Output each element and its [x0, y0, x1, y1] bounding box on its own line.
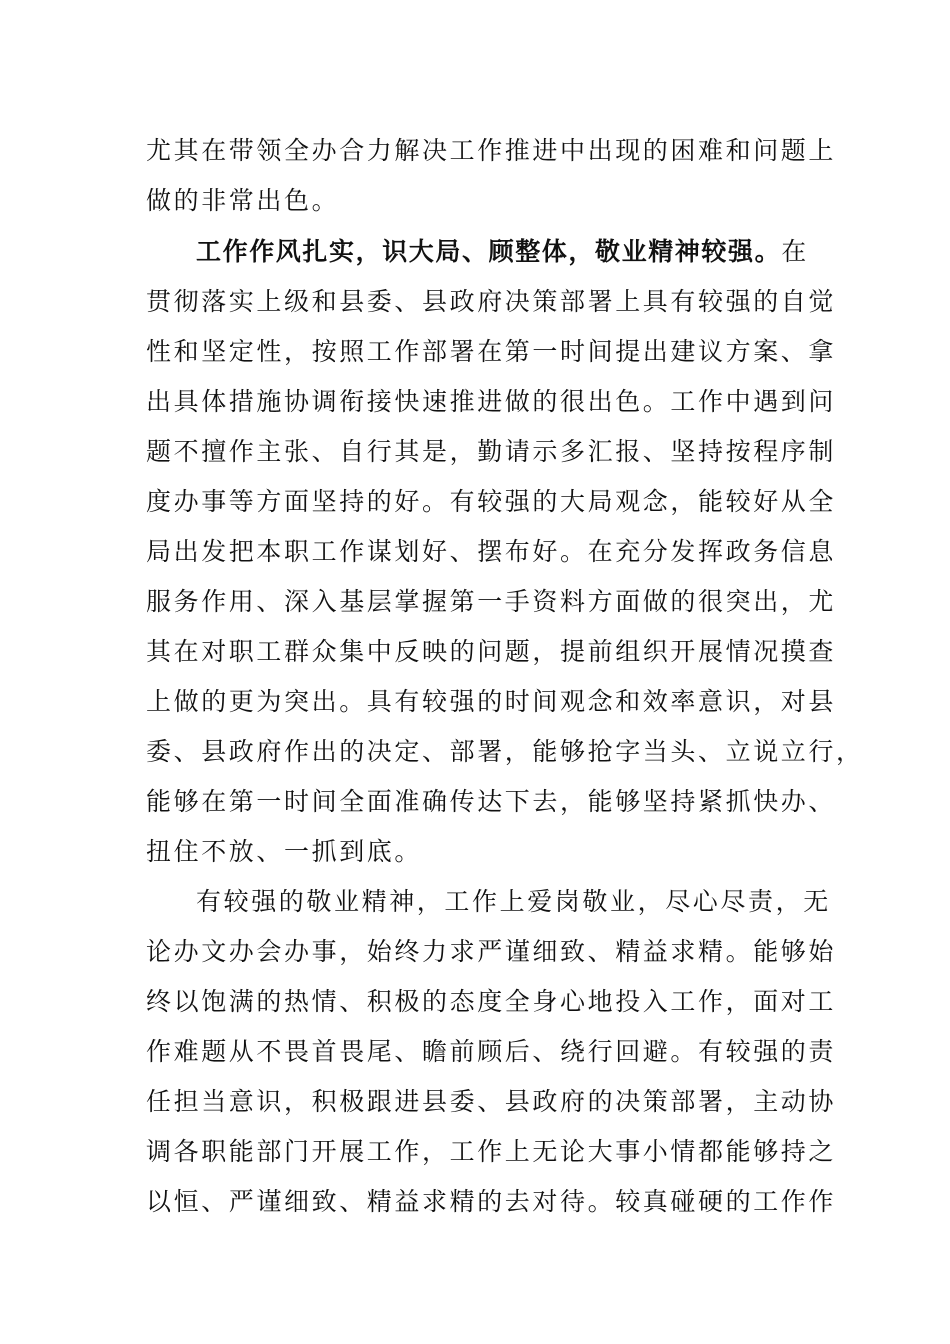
paragraph3-line-4: 作难题从不畏首畏尾、瞻前顾后、绕行回避。有较强的责 — [146, 1037, 837, 1066]
paragraph2-line-9: 其在对职工群众集中反映的问题，提前组织开展情况摸查 — [146, 637, 837, 666]
paragraph2-line-6: 度办事等方面坚持的好。有较强的大局观念，能较好从全 — [146, 487, 837, 516]
paragraph2-line-12: 能够在第一时间全面准确传达下去，能够坚持紧抓快办、 — [146, 787, 837, 816]
paragraph3-line-7: 以恒、严谨细致、精益求精的去对待。较真碰硬的工作作 — [146, 1187, 837, 1216]
paragraph3-line-2: 论办文办会办事，始终力求严谨细致、精益求精。能够始 — [146, 937, 837, 966]
paragraph3-line-1: 有较强的敬业精神，工作上爱岗敬业，尽心尽责，无 — [196, 887, 831, 916]
paragraph2-line-7: 局出发把本职工作谋划好、摆布好。在充分发挥政务信息 — [146, 537, 837, 566]
paragraph3-line-5: 任担当意识，积极跟进县委、县政府的决策部署，主动协 — [146, 1087, 837, 1116]
paragraph2-heading: 工作作风扎实，识大局、顾整体，敬业精神较强。 — [196, 237, 782, 266]
paragraph2-line-11: 委、县政府作出的决定、部署，能够抢字当头、立说立行， — [146, 737, 864, 766]
paragraph2-line-10: 上做的更为突出。具有较强的时间观念和效率意识，对县 — [146, 687, 837, 716]
paragraph2-first-line-rest: 在 — [781, 237, 809, 266]
paragraph2-line-8: 服务作用、深入基层掌握第一手资料方面做的很突出，尤 — [146, 587, 837, 616]
paragraph2-line-1 — [196, 232, 856, 272]
paragraph3-line-6: 调各职能部门开展工作，工作上无论大事小情都能够持之 — [146, 1137, 837, 1166]
paragraph2-line-4: 出具体措施协调衔接快速推进做的很出色。工作中遇到问 — [146, 387, 837, 416]
paragraph1-line-1: 尤其在带领全办合力解决工作推进中出现的困难和问题上 — [146, 136, 837, 165]
paragraph2-line-2: 贯彻落实上级和县委、县政府决策部署上具有较强的自觉 — [146, 287, 837, 316]
paragraph2-line-13: 扭住不放、一抓到底。 — [146, 837, 423, 866]
paragraph3-line-3: 终以饱满的热情、积极的态度全身心地投入工作，面对工 — [146, 987, 837, 1016]
paragraph1-line-2: 做的非常出色。 — [146, 186, 340, 215]
paragraph2-line-3: 性和坚定性，按照工作部署在第一时间提出建议方案、拿 — [146, 337, 837, 366]
paragraph2-line-5: 题不擅作主张、自行其是，勤请示多汇报、坚持按程序制 — [146, 437, 837, 466]
